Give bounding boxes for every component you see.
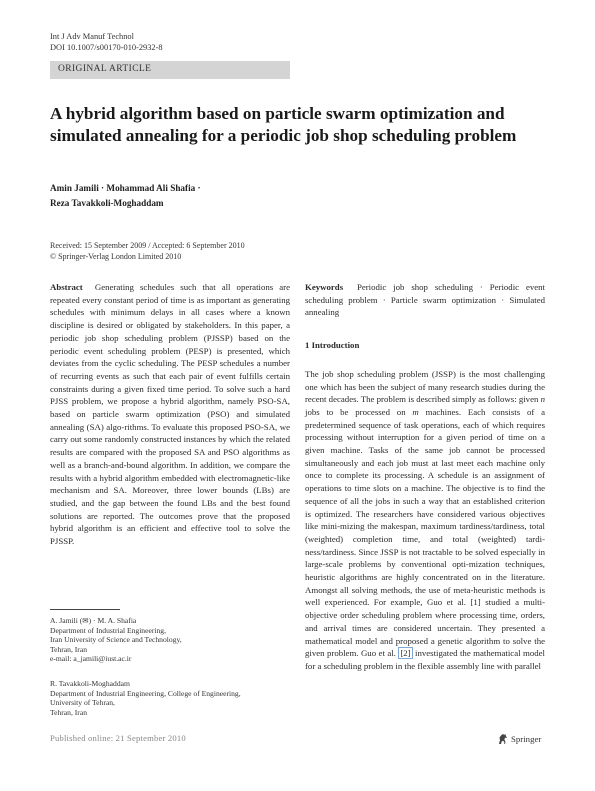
intro-var-m: m: [412, 406, 419, 417]
abstract-label: Abstract: [50, 282, 83, 292]
keywords-label: Keywords: [305, 282, 344, 292]
author-line-2: Reza Tavakkoli-Moghaddam: [50, 198, 164, 208]
springer-horse-icon: [497, 733, 509, 745]
intro-var-n: n: [540, 394, 545, 405]
affiliation-university-2: University of Tehran,: [50, 698, 115, 707]
intro-text-c: machines. Each consists of a predetermined sequence of task operations, each of which requires processing without interruption for a given period of time on a given machine. Tasks of the same job cannot be processed simultaneously and each job must at last meet each machine only once to complete its processing. A schedule is an assignment of operations to time slots on a machine. The objective is to find the sequence of all the jobs in such a way that an established criterion is optimized. The researchers have considered various objectives like mini-mizing the makespan, maximum tardiness/tardiness, total (weighted) completion time, and total (weighted) tardi-ness/tardiness. Since JSSP is not tractable to be solved especially in large-scale problems by conventional opti-mization techniques, heuristic algorithms are highly concentrated on in the literature. Amongst all solving methods, the use of meta-heuristic methods is well experienced. For example, Guo et al. [1] studied a multi-objective order scheduling problem where processing time, orders, and arrival times are considered uncertain. They presented a mathematical model and proposed a genetic algorithm to solve the given problem. Guo et al.: [305, 406, 545, 659]
affiliation-authors-1: A. Jamili (✉) · M. A. Shafia: [50, 616, 137, 625]
article-type-banner: [50, 61, 290, 79]
affiliation-dept-2: Department of Industrial Engineering, College of Engineering,: [50, 688, 241, 698]
doi-line: DOI 10.1007/s00170-010-2932-8: [50, 43, 163, 52]
affiliation-university-1: Iran University of Science and Technology,: [50, 635, 182, 644]
publisher-name: Springer: [511, 734, 542, 744]
abstract-paragraph: [50, 281, 290, 548]
footnote-divider: [50, 609, 120, 610]
author-line-1: Amin Jamili · Mohammad Ali Shafia ·: [50, 183, 201, 193]
article-type-label: ORIGINAL ARTICLE: [58, 64, 152, 74]
abstract-text: Generating schedules such that all operations are repeated every constant period of time is as important as generating schedules with minimum delays in all cases where a known discipline is desired or obligated by stakeholders. In this paper, a periodic job shop scheduling problem (PJSSP) based on the periodic event scheduling problem (PESP) is presented, which deviates from the cyclic scheduling. The PESP schedules a number of recurring events as such that each pair of event fulfills certain constraints during a given fixed time period. To solve such a hard PJSS problem, we propose a hybrid algorithm, namely PSO-SA, based on particle swarm optimization (PSO) and simulated annealing (SA) algo-rithms. To evaluate this proposed PSO-SA, we carry out some randomly constructed instances by which the related results are compared with the proposed SA and PSO algorithms as well as a branch-and-bound algorithm. In addition, we compare the results with a hybrid algorithm embedded with electromagnetic-like mechanism and SA. Moreover, three lower bounds (LBs) are studied, and the gap between the found LBs and the best found solutions are reported. The outcomes prove that the proposed hybrid algorithm is an efficient and effective tool to solve the PJSSP.: [50, 282, 290, 547]
reference-link-2[interactable]: [2]: [400, 648, 411, 659]
abstract-section: [50, 281, 290, 548]
affiliation-block-2: [50, 679, 290, 717]
corresponding-email[interactable]: e-mail: a_jamili@iust.ac.ir: [50, 654, 132, 663]
introduction-heading: 1 Introduction: [305, 340, 360, 351]
intro-text-d: investigated the mathematical model for a scheduling problem in the flexible assembly line with parallel: [305, 648, 545, 671]
author-list: [50, 181, 430, 211]
affiliation-block-1: [50, 616, 290, 664]
intro-text-a: The job shop scheduling problem (JSSP) is the most challenging one which has been the subject of many research studies during the recent decades. The problem is described simply as follows: given: [305, 368, 545, 405]
published-online-date: Published online: 21 September 2010: [50, 733, 186, 743]
journal-name: Int J Adv Manuf Technol: [50, 32, 134, 41]
affiliation-city-2: Tehran, Iran: [50, 707, 87, 717]
publisher-logo: [497, 732, 541, 746]
publication-dates: [50, 241, 245, 262]
affiliation-authors-2: R. Tavakkoli-Moghaddam: [50, 679, 130, 688]
copyright-notice: © Springer-Verlag London Limited 2010: [50, 251, 182, 261]
intro-text-b: jobs to be processed on: [305, 406, 413, 417]
affiliation-city-1: Tehran, Iran: [50, 644, 87, 654]
introduction-paragraph: [305, 368, 545, 673]
paper-title: A hybrid algorithm based on particle swarm optimization and simulated annealing for a periodic job shop scheduling problem: [50, 104, 517, 145]
keywords-text: Periodic job shop scheduling · Periodic event scheduling problem · Particle swarm optimization · Simulated annealing: [305, 282, 545, 318]
keywords-paragraph: [305, 281, 545, 319]
received-accepted-dates: Received: 15 September 2009 / Accepted: 6 September 2010: [50, 241, 245, 250]
right-column: [305, 281, 545, 673]
affiliation-dept-1: Department of Industrial Engineering,: [50, 625, 166, 635]
